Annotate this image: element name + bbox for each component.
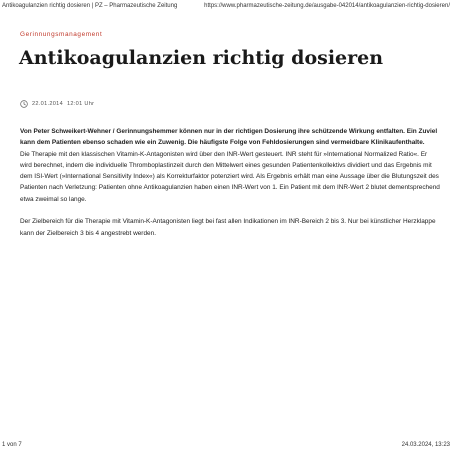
article-meta (20, 98, 94, 110)
print-url[interactable]: https://www.pharmazeutische-zeitung.de/ausgabe-042014/antikoagulanzien-richtig-dosieren/ (204, 3, 450, 9)
article-body (20, 126, 440, 239)
print-timestamp: 24.03.2024, 13:23 (401, 442, 450, 448)
clock-icon (20, 100, 28, 108)
print-page-title: Antikoagulanzien richtig dosieren | PZ – Pharmazeutische Zeitung (2, 3, 178, 9)
article-headline: Antikoagulanzien richtig dosieren (19, 47, 384, 69)
article-lead: Von Peter Schweikert-Wehner / Gerinnungshemmer können nur in der richtigen Dosierung ihre schützende Wirkung entfalten. Ein Zuviel kann dem Patienten ebenso schaden wie ein Zuwenig. Die häufigste Folge von Fehldosierungen sind vermeidbare Klinikaufenthalte. (20, 128, 438, 147)
print-page-number: 1 von 7 (2, 442, 22, 448)
print-footer (2, 440, 450, 450)
article-paragraph-1: Die Therapie mit den klassischen Vitamin-K-Antagonisten wird über den INR-Wert gesteuert. INR steht für »International Normalized Ratio«. Er wird berechnet, indem die individuelle Thromboplastinzeit durch den Mittelwert eines gesunden Patientenkollektivs dividiert und das Ergebnis mit dem ISI-Wert (»International Sensitivity Index«) als Korrekturfaktor potenziert wird. Als Ergebnis erhält man eine Aussage über die Blutungszeit des Patienten nach Verletzung: Patienten ohne Antikoagulanzien haben einen INR-Wert von 1. Ein Patient mit dem INR-Wert 2 blutet dementsprechend etwa zweimal so lange. (20, 150, 440, 203)
article-date: 22.01.2014 (32, 101, 63, 107)
article-time: 12:01 Uhr (67, 101, 95, 107)
print-header (2, 1, 450, 11)
article-category[interactable]: Gerinnungsmanagement (20, 31, 103, 38)
paragraph-spacer (20, 205, 440, 216)
article-paragraph-2: Der Zielbereich für die Therapie mit Vitamin-K-Antagonisten liegt bei fast allen Indikationen im INR-Bereich 2 bis 3. Nur bei künstlicher Herzklappe kann der Zielbereich 3 bis 4 angestrebt werden. (20, 218, 436, 237)
